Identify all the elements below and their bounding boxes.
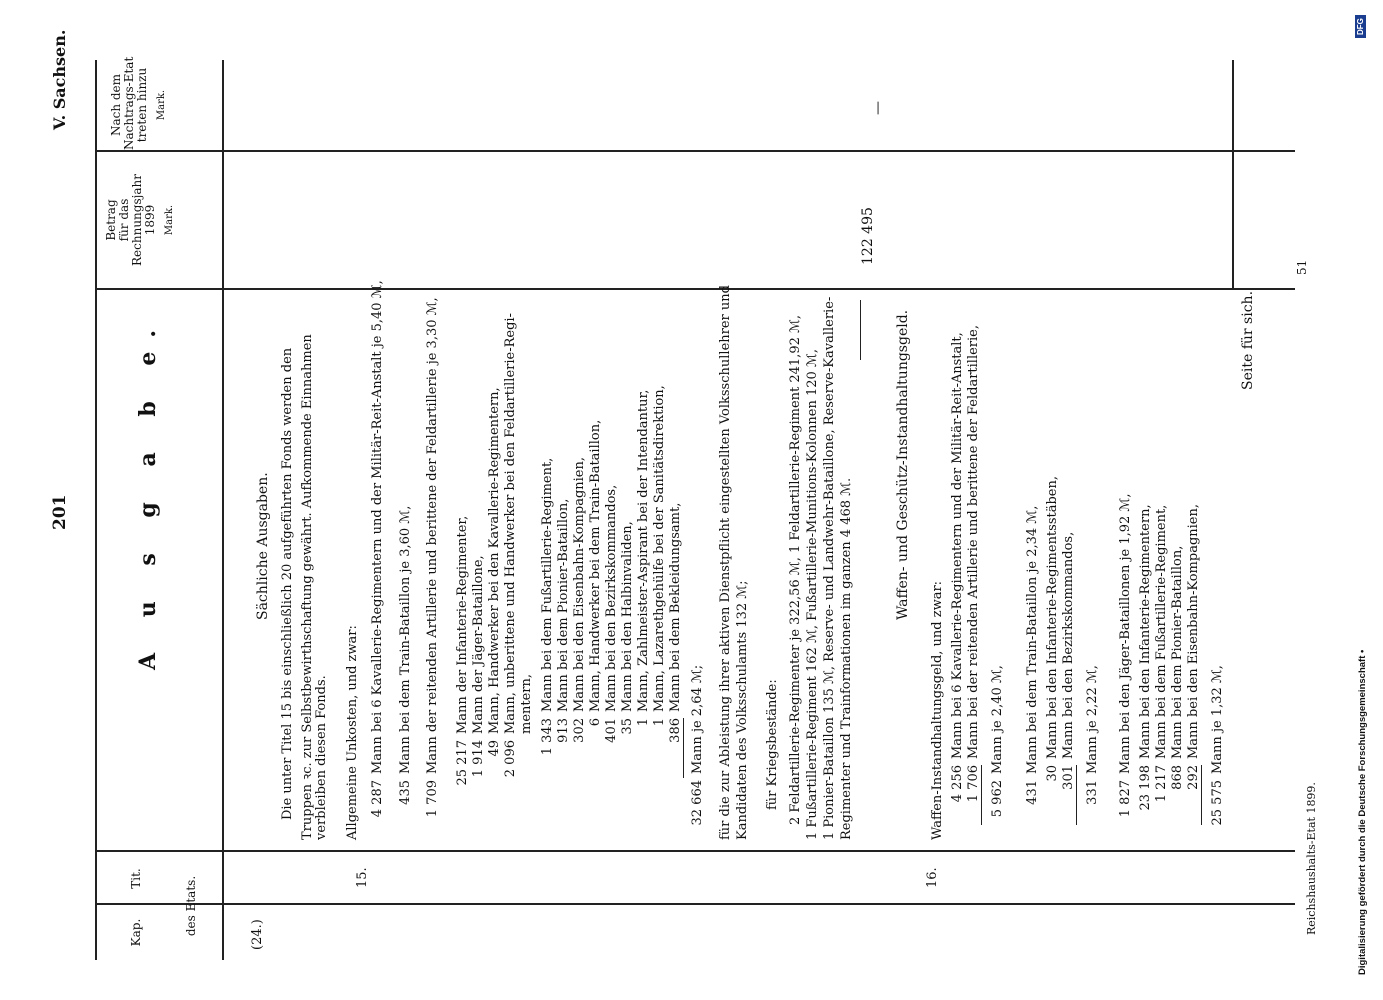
waffen-sum-a: 5 962Mann je 2,40 ℳ, bbox=[990, 665, 1005, 818]
sum-a: 32 664Mann je 2,64 ℳ; bbox=[690, 664, 705, 826]
waffen-b-row: 30Mann bei den Infanterie-Regimentsstäben, bbox=[1045, 476, 1060, 782]
group-a-row: mentern, bbox=[519, 673, 534, 734]
column-rule-tit bbox=[95, 850, 1295, 852]
column-rule-nachtrag bbox=[95, 150, 1295, 152]
footer-number: 51 bbox=[1295, 259, 1309, 275]
krieg-heading: für Kriegsbestände: bbox=[765, 679, 780, 810]
dfg-logo: DFG bbox=[1355, 15, 1366, 38]
titel-16: 16. bbox=[925, 867, 940, 888]
amount-titel-15: 122 495 bbox=[860, 207, 876, 265]
intro-line: Truppen ꝛc. zur Selbstbewirthschaftung gewährt. Aufkommende Einnahmen bbox=[300, 334, 315, 840]
section-title: A u s g a b e. bbox=[135, 315, 161, 670]
volks-line: Kandidaten des Volksschulamts 132 ℳ; bbox=[735, 580, 750, 840]
seite-fuer-sich: Seite für sich. bbox=[1240, 290, 1256, 390]
waffen-c-row: 292Mann bei den Eisenbahn-Kompagnien, bbox=[1186, 504, 1202, 825]
waffen-sum-c: 25 575Mann je 1,32 ℳ, bbox=[1210, 665, 1225, 826]
intro-line: verbleiben diesen Fonds. bbox=[314, 675, 329, 840]
volks-line: für die zur Ableistung ihrer aktiven Dienstpflicht eingestellten Volksschullehrer und bbox=[718, 285, 733, 840]
heading-saechliche: Sächliche Ausgaben. bbox=[255, 472, 271, 620]
group-b-row: 1Mann, Zahlmeister-Aspirant bei der Intendantur, bbox=[636, 389, 651, 727]
digitization-note: Digitalisierung gefördert durch die Deutsche Forschungsgemeinschaft • bbox=[1357, 649, 1368, 975]
waffen-a-row: 1 706Mann bei der reitenden Artillerie und berittene der Feldartillerie, bbox=[966, 325, 982, 825]
krieg-line: 1 Pionier-Bataillon 135 ℳ, Reserve- und Landwehr-Bataillone, Reserve-Kavallerie- bbox=[822, 296, 837, 840]
waffen-c-row: 1 217Mann bei dem Fußartillerie-Regiment, bbox=[1154, 504, 1169, 803]
titel-15: 15. bbox=[355, 867, 370, 888]
allg-row: 1 709Mann der reitenden Artillerie und berittene der Feldartillerie je 3,30 ℳ, bbox=[425, 297, 440, 818]
kapitel-number: (24.) bbox=[250, 919, 265, 950]
group-b-row: 302Mann bei den Eisenbahn-Kompagnien, bbox=[572, 457, 587, 743]
group-b-row: 1Mann, Lazarethgehülfe bei der Sanitätsdirektion, bbox=[652, 385, 667, 727]
footer-etat: Reichshaushalts-Etat 1899. bbox=[1305, 782, 1318, 935]
table-top-rule bbox=[95, 60, 97, 960]
group-b-row: 1 343Mann bei dem Fußartillerie-Regiment, bbox=[540, 457, 555, 756]
amount-bottom-rule bbox=[1232, 60, 1234, 290]
group-a-row: 49Mann, Handwerker bei den Kavallerie-Regimentern, bbox=[487, 387, 502, 757]
group-b-row: 6Mann, Handwerker bei dem Train-Bataillon, bbox=[588, 419, 603, 727]
header-nachtrag: Nach dem Nachtrags-Etat treten hinzu Mark. bbox=[109, 56, 167, 150]
group-a-row: 25 217Mann der Infanterie-Regimenter, bbox=[455, 515, 470, 786]
sum-rule-15 bbox=[860, 300, 861, 360]
waffen-sub: Waffen-Instandhaltungsgeld, und zwar: bbox=[930, 580, 945, 840]
intro-line: Die unter Titel 15 bis einschließlich 20 aufgeführten Fonds werden den bbox=[280, 347, 295, 820]
krieg-line: 1 Fußartillerie-Regiment 162 ℳ, Fußartillerie-Munitions-Kolonnen 120 ℳ, bbox=[805, 349, 820, 840]
waffen-c-head: 1 827Mann bei den Jäger-Bataillonen je 1,92 ℳ, bbox=[1118, 493, 1133, 818]
state-heading: V. Sachsen. bbox=[50, 29, 69, 130]
table-header-rule bbox=[222, 60, 224, 960]
waffen-heading: Waffen- und Geschütz-Instandhaltungsgeld. bbox=[895, 309, 911, 620]
group-a-row: 2 096Mann, unberittene und Handwerker bei den Feldartillerie-Regi- bbox=[503, 313, 518, 778]
header-tit: Tit. bbox=[129, 868, 143, 889]
column-rule-kap bbox=[95, 903, 1295, 905]
allg-row: 435Mann bei dem Train-Bataillon je 3,60 ℳ, bbox=[398, 505, 413, 805]
header-des-etats: des Etats. bbox=[184, 875, 198, 937]
waffen-sum-b: 331Mann je 2,22 ℳ, bbox=[1085, 665, 1100, 805]
waffen-b-row: 301Mann bei den Bezirkskommandos, bbox=[1061, 532, 1077, 825]
allg-row: 4 287Mann bei 6 Kavallerie-Regimentern und der Militär-Reit-Anstalt je 5,40 ℳ, bbox=[370, 280, 385, 818]
group-a-row: 1 914Mann der Jäger-Bataillone, bbox=[471, 555, 486, 778]
krieg-line: 2 Feldartillerie-Regimenter je 322,56 ℳ, 1 Feldartillerie-Regiment 241,92 ℳ, bbox=[788, 314, 803, 825]
krieg-line: Regimenter und Trainformationen im ganzen 4 468 ℳ. bbox=[839, 477, 854, 840]
page-number: 201 bbox=[50, 494, 70, 530]
waffen-c-row: 868Mann bei dem Pionier-Bataillon, bbox=[1170, 545, 1185, 790]
waffen-c-row: 23 198Mann bei den Infanterie-Regimentern, bbox=[1138, 504, 1153, 811]
group-b-row: 913Mann bei dem Pionier-Bataillon, bbox=[556, 498, 571, 743]
waffen-b-head: 431Mann bei dem Train-Bataillon je 2,34 ℳ, bbox=[1025, 505, 1040, 805]
header-betrag: Betrag für das Rechnungsjahr 1899 Mark. bbox=[104, 174, 175, 266]
nachtrag-titel-15: — bbox=[870, 101, 886, 115]
group-b-row: 386Mann bei dem Bekleidungsamt, bbox=[668, 503, 684, 778]
column-rule-betrag bbox=[95, 288, 1295, 290]
group-b-row: 35Mann bei den Halbinvaliden, bbox=[620, 521, 635, 735]
allg-heading: Allgemeine Unkosten, und zwar: bbox=[345, 625, 360, 840]
group-b-row: 401Mann bei den Bezirkskommandos, bbox=[604, 484, 619, 743]
waffen-a-row: 4 256Mann bei 6 Kavallerie-Regimentern und der Militär-Reit-Anstalt, bbox=[950, 332, 965, 803]
header-kap: Kap. bbox=[129, 918, 143, 947]
